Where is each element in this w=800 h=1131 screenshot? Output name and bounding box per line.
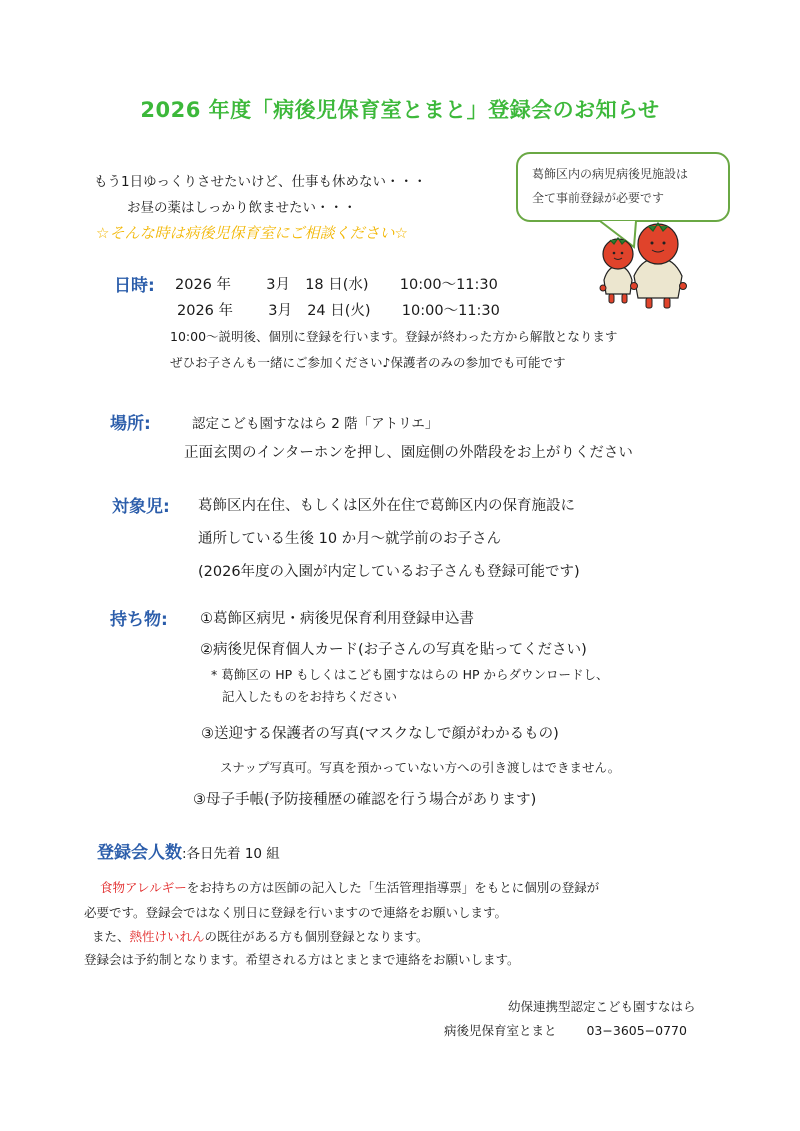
intro-line-2: お昼の薬はしっかり飲ませたい・・・ [127,200,357,216]
footer-org: 幼保連携型認定こども園すなはら [508,999,696,1014]
item-4: ③母子手帳(予防接種歴の確認を行う場合があります) [193,792,537,808]
seizure-text: の既往がある方も個別登録となります。 [204,929,429,944]
datetime-note-1: 10:00〜説明後、個別に登録を行います。登録が終わった方から解散となります [170,329,618,344]
item-2-note-2: 記入したものをお持ちください [222,689,398,704]
target-line-3: (2026年度の入園が内定しているお子さんも登録可能です) [198,564,580,580]
date-row-2 [177,299,500,320]
seizure-note [92,927,429,945]
datetime-label: 日時: [114,276,155,296]
item-3-note: スナップ写真可。写真を預かっていない方への引き渡しはできません。 [220,760,621,775]
seizure-prefix: また、 [92,929,130,944]
intro-highlight: ☆そんな時は病後児保育室にご相談ください☆ [96,224,408,242]
seizure-highlight: 熱性けいれん [129,929,205,944]
items-label: 持ち物: [110,610,168,630]
speech-bubble-line-1: 葛飾区内の病児病後児施設は [532,167,689,181]
allergy-text: をお持ちの方は医師の記入した「生活管理指導票」をもとに個別の登録が [186,880,600,895]
tomato-mascot-illustration [594,218,694,310]
capacity-value: :各日先着 10 組 [182,846,280,862]
date-2-month: 3月 [268,303,292,319]
place-line-1: 認定こども園すなはら 2 階「アトリエ」 [192,416,439,432]
footer-contact [444,1021,687,1039]
allergy-note-line-1 [100,878,599,896]
place-label: 場所: [110,414,151,434]
tomato-parent-icon [631,223,687,308]
date-2-year: 2026 年 [177,303,234,319]
place-line-2: 正面玄関のインターホンを押し、園庭側の外階段をお上がりください [184,445,633,461]
date-1-time: 10:00〜11:30 [399,277,498,293]
target-line-2: 通所している生後 10 か月〜就学前のお子さん [198,531,502,547]
item-1: ①葛飾区病児・病後児保育利用登録申込書 [200,611,474,627]
date-1-year: 2026 年 [175,277,232,293]
reservation-note: 登録会は予約制となります。希望される方はとまとまで連絡をお願いします。 [84,952,520,967]
footer-room: 病後児保育室とまと [444,1023,557,1038]
page-title: 2026 年度「病後児保育室とまと」登録会のお知らせ [140,98,660,122]
item-2: ②病後児保育個人カード(お子さんの写真を貼ってください) [200,642,587,658]
date-1-day: 18 日(水) [305,277,369,293]
item-2-note-1: * 葛飾区の HP もしくはこども園すなはらの HP からダウンロードし、 [211,667,609,682]
intro-line-1: もう1日ゆっくりさせたいけど、仕事も休めない・・・ [94,174,427,190]
datetime-note-2: ぜひお子さんも一緒にご参加ください♪保護者のみの参加でも可能です [170,355,566,370]
footer-phone: 03−3605−0770 [586,1023,687,1038]
date-row-1 [175,273,498,294]
date-2-day: 24 日(火) [307,303,371,319]
date-1-month: 3月 [266,277,290,293]
item-3: ③送迎する保護者の写真(マスクなしで顔がわかるもの) [201,726,559,742]
allergy-note-line-2: 必要です。登録会ではなく別日に登録を行いますので連絡をお願いします。 [84,905,508,920]
capacity-label: 登録会人数 [97,843,182,863]
capacity-row [97,838,280,863]
target-label: 対象児: [112,497,170,517]
speech-bubble [516,152,730,222]
speech-bubble-line-2: 全て事前登録が必要です [532,191,665,205]
allergy-highlight: 食物アレルギー [100,880,187,895]
tomato-child-icon [600,238,633,303]
date-2-time: 10:00〜11:30 [401,303,500,319]
target-line-1: 葛飾区内在住、もしくは区外在住で葛飾区内の保育施設に [198,498,575,514]
